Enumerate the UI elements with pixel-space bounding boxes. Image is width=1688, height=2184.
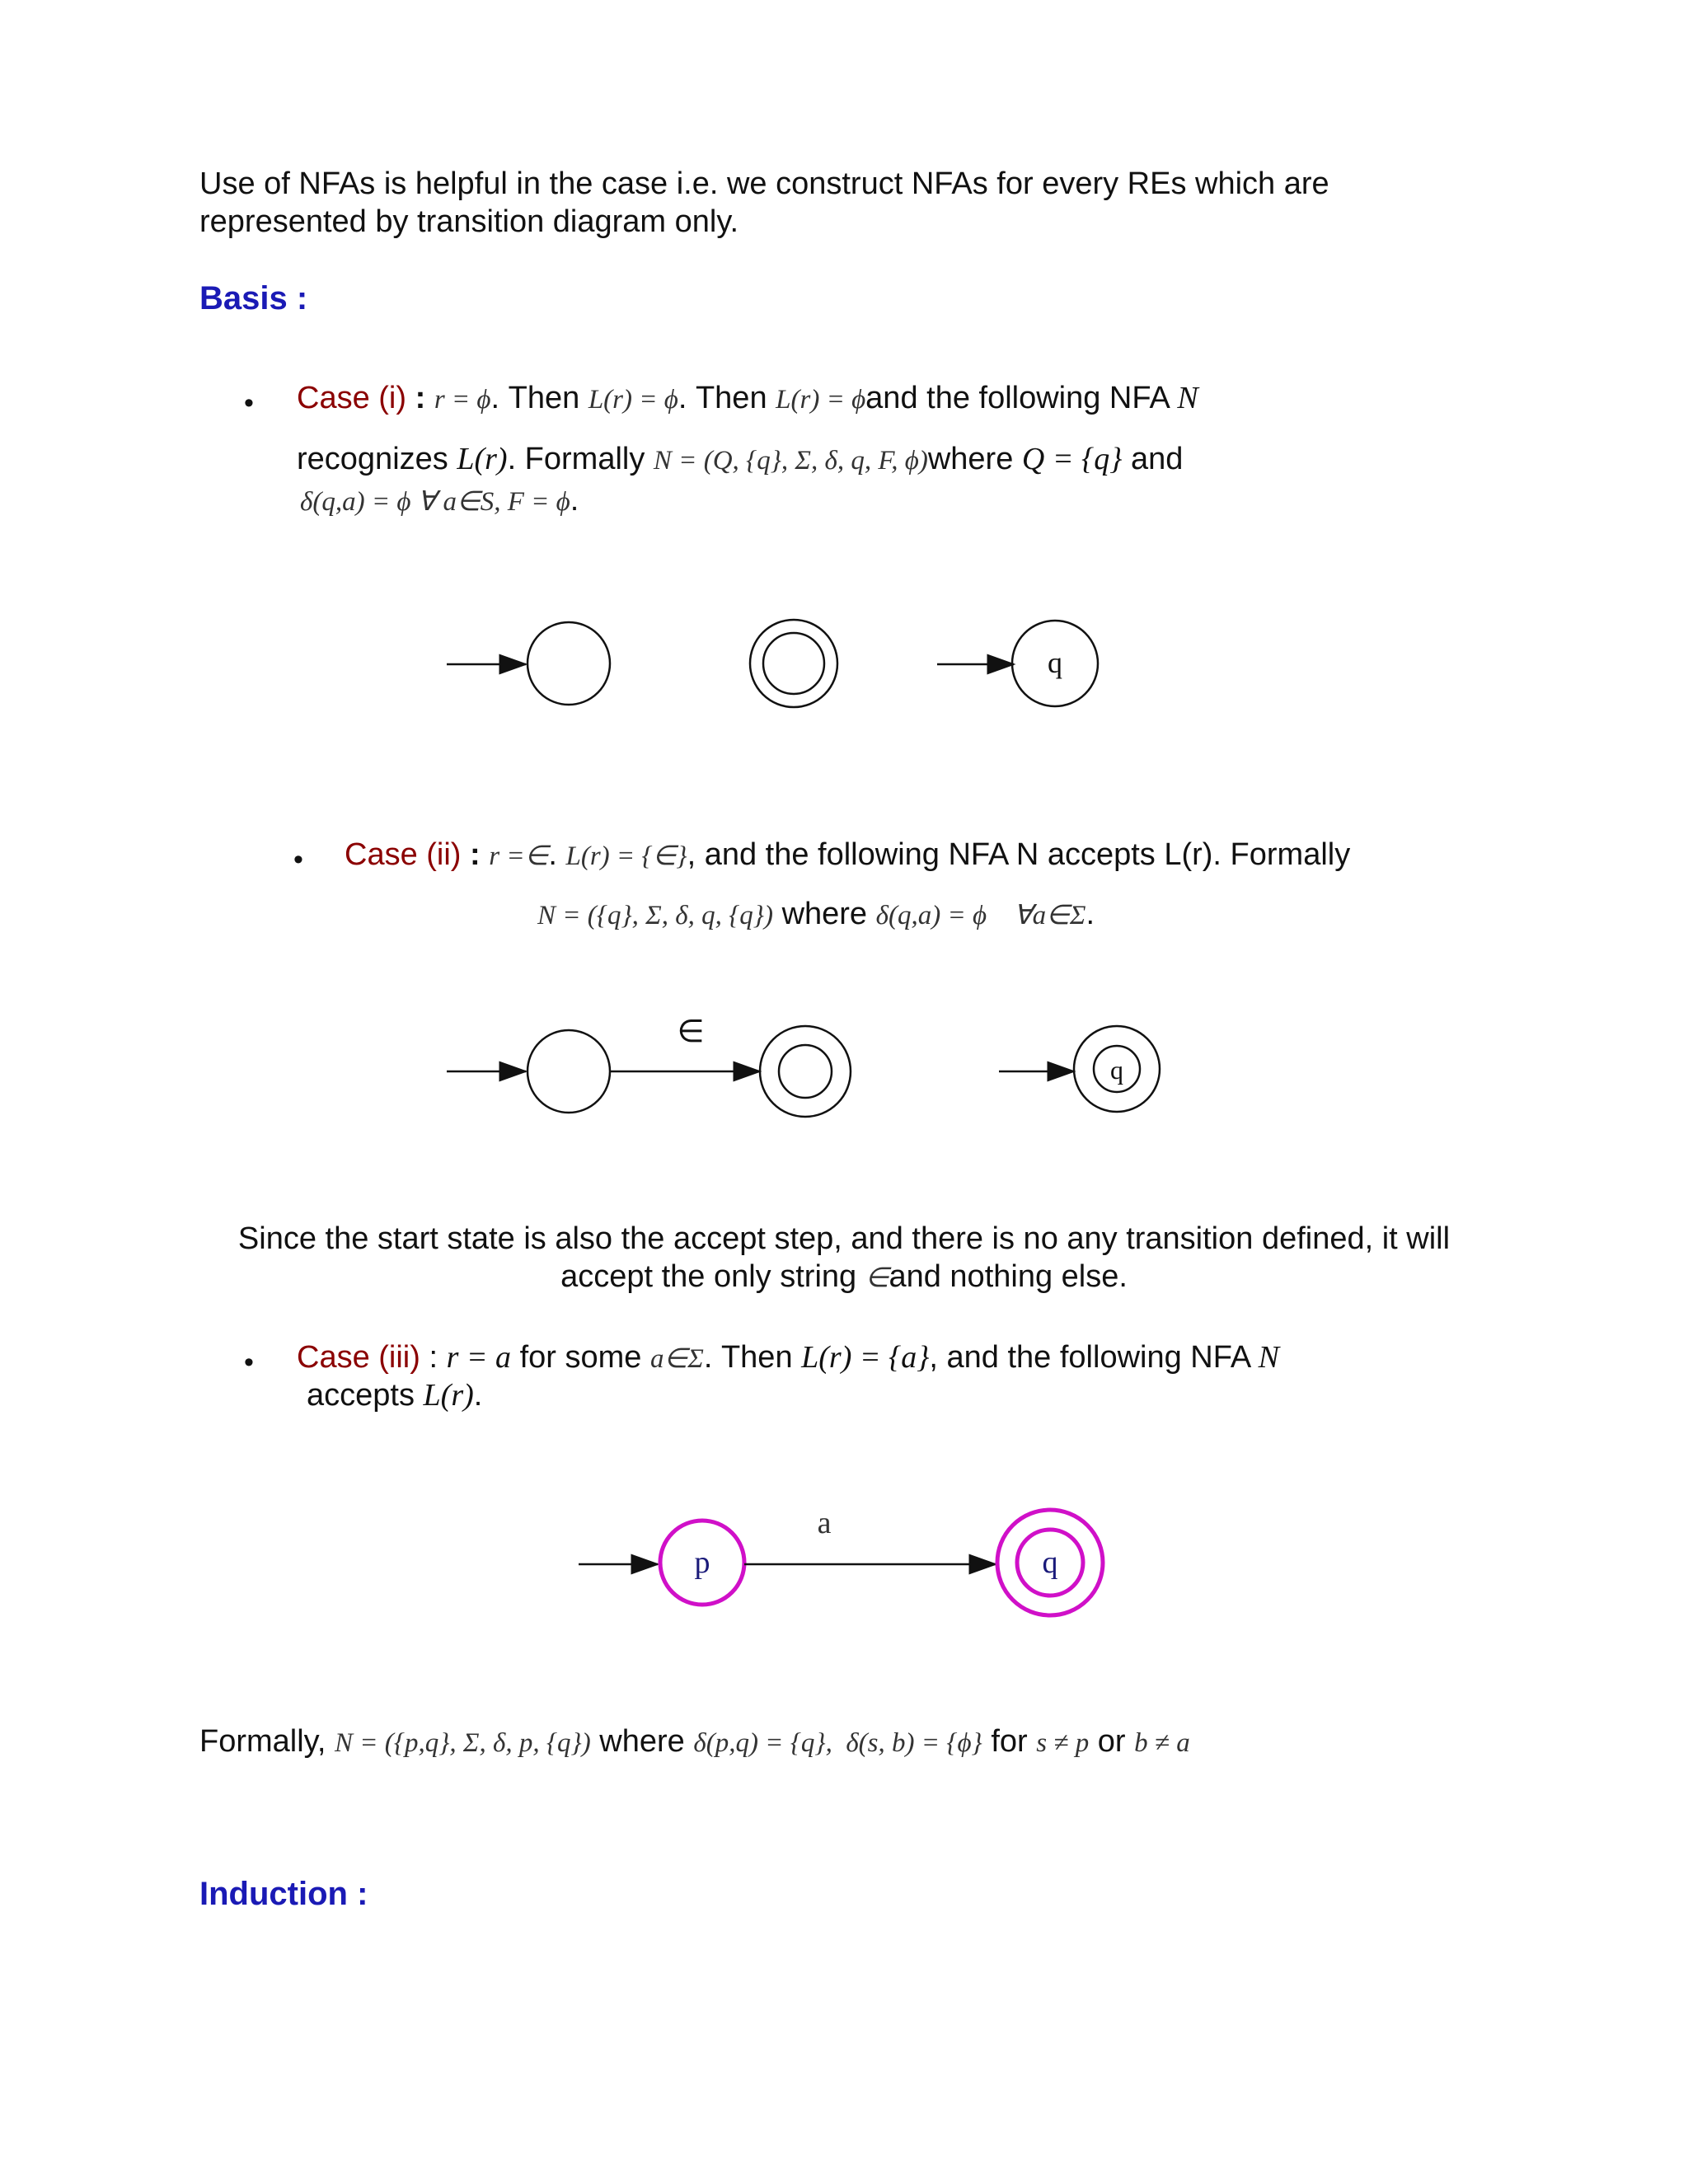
formally-line bbox=[199, 1722, 1190, 1762]
since-text-a: accept the only string bbox=[560, 1259, 857, 1294]
since-text-b: and nothing else. bbox=[889, 1259, 1128, 1294]
math-N: N bbox=[1177, 381, 1198, 415]
where-text: where bbox=[781, 897, 868, 931]
math-Lr: L(r) bbox=[457, 442, 508, 476]
math-cond-1: s ≠ p bbox=[1036, 1728, 1090, 1758]
math-delta: δ(q,a) = ϕ ∀a∈Σ bbox=[875, 901, 1086, 930]
then-text: . Then bbox=[703, 1340, 793, 1375]
formally-text: Formally, bbox=[199, 1724, 326, 1759]
edge-label-a: a bbox=[817, 1506, 832, 1540]
math-Lr: L(r) bbox=[423, 1378, 474, 1413]
period: . bbox=[1085, 897, 1095, 931]
intro-line-1: Use of NFAs is helpful in the case i.e. we construct NFAs for every REs which are bbox=[199, 166, 1329, 201]
accepts-text: accepts bbox=[307, 1378, 415, 1413]
edge-label-epsilon: ∈ bbox=[677, 1015, 705, 1049]
where-text: where bbox=[599, 1724, 685, 1759]
dot: . bbox=[548, 837, 557, 872]
induction-heading: Induction : bbox=[199, 1876, 368, 1912]
math-L-eq: L(r) = {∈} bbox=[565, 841, 687, 871]
state-p-label: p bbox=[694, 1545, 710, 1580]
formally-text: . Formally bbox=[507, 442, 645, 476]
tail-text: and the following NFA bbox=[865, 381, 1169, 415]
math-a-in-sigma: a∈Σ bbox=[649, 1344, 704, 1374]
case-colon: : bbox=[429, 1340, 438, 1375]
math-r-eq: r = ϕ bbox=[434, 385, 491, 415]
state-q-label: q bbox=[1110, 1055, 1123, 1085]
math-Q-def: Q = {q} bbox=[1021, 442, 1123, 476]
math-L-eq: L(r) = ϕ bbox=[776, 385, 866, 415]
case-label: Case (iii) bbox=[297, 1340, 420, 1375]
math-tuple: N = (Q, {q}, Σ, δ, q, F, ϕ) bbox=[653, 446, 928, 476]
then-text: . Then bbox=[490, 381, 580, 415]
where-text: where bbox=[927, 442, 1014, 476]
tail-text: , and the following NFA bbox=[929, 1340, 1250, 1375]
math-r-eq: r = a bbox=[446, 1340, 512, 1375]
math-delta: δ(p,q) = {q}, δ(s, b) = {ϕ} bbox=[693, 1728, 982, 1758]
period: . bbox=[473, 1378, 483, 1413]
or-text: or bbox=[1097, 1724, 1126, 1759]
since-line-1: Since the start state is also the accept step, and there is no any transition defined, it will bbox=[237, 1221, 1451, 1256]
basis-heading: Basis : bbox=[199, 280, 308, 316]
math-N: N bbox=[1258, 1340, 1280, 1375]
tail-text: , and the following NFA N accepts L(r). Formally bbox=[687, 837, 1351, 872]
period: . bbox=[570, 483, 579, 518]
case-colon: : bbox=[415, 381, 426, 415]
state-q-label: q bbox=[1042, 1545, 1058, 1580]
bullet: • bbox=[244, 387, 254, 419]
case-colon: : bbox=[470, 837, 481, 872]
case-label: Case (i) bbox=[297, 381, 407, 415]
and-text: and bbox=[1130, 442, 1184, 476]
math-r-eq: r =∈ bbox=[489, 841, 549, 871]
intro-line-2: represented by transition diagram only. bbox=[199, 204, 739, 239]
then-text: . Then bbox=[678, 381, 767, 415]
math-tuple: N = ({p,q}, Σ, δ, p, {q}) bbox=[334, 1728, 591, 1758]
state-q-label: q bbox=[1048, 646, 1062, 679]
math-tuple: N = ({q}, Σ, δ, q, {q}) bbox=[537, 901, 773, 930]
epsilon-symbol: ∈ bbox=[865, 1263, 889, 1293]
math-L-eq: L(r) = {a} bbox=[801, 1340, 930, 1375]
bullet: • bbox=[293, 844, 303, 875]
recognizes-text: recognizes bbox=[297, 442, 448, 476]
math-delta: δ(q,a) = ϕ ∀ a∈S, F = ϕ bbox=[300, 487, 570, 517]
for-text: for bbox=[991, 1724, 1028, 1759]
math-cond-2: b ≠ a bbox=[1134, 1728, 1190, 1758]
math-L-eq: L(r) = ϕ bbox=[588, 385, 678, 415]
bullet: • bbox=[244, 1347, 254, 1378]
case-label: Case (ii) bbox=[345, 837, 462, 872]
for-some-text: for some bbox=[519, 1340, 642, 1375]
